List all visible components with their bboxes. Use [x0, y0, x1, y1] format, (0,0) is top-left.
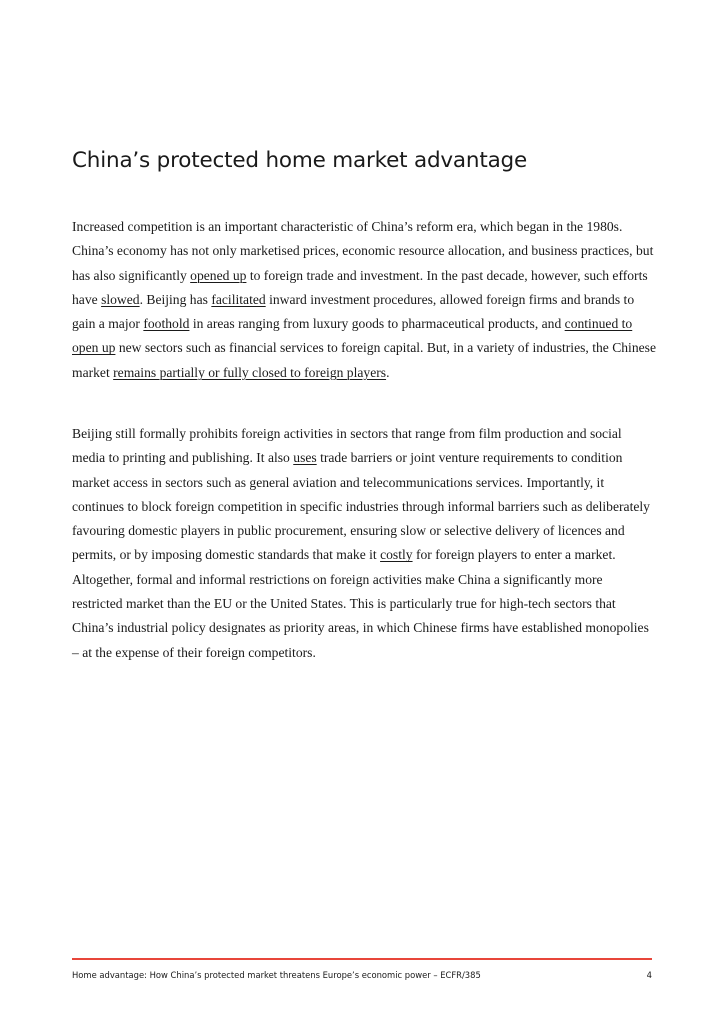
footer-divider — [72, 958, 652, 960]
paragraph-text: to foreign trade and investment. In the past decade, however, such efforts have — [72, 267, 648, 307]
link-continued-to-open-up[interactable]: continued to open up — [72, 316, 633, 356]
page-number: 4 — [646, 970, 652, 980]
paragraph-text: in areas ranging from luxury goods to pharmaceutical products, and — [189, 316, 565, 332]
paragraph-1 — [72, 215, 656, 385]
paragraph-2 — [72, 422, 656, 665]
link-uses[interactable]: uses — [293, 450, 317, 466]
link-slowed[interactable]: slowed — [101, 291, 140, 307]
link-facilitated[interactable]: facilitated — [211, 291, 266, 307]
footer-citation: Home advantage: How China’s protected market threatens Europe’s economic power – ECFR/385 — [72, 970, 481, 980]
link-remains-closed[interactable]: remains partially or fully closed to foreign players — [113, 364, 387, 380]
paragraph-text: new sectors such as financial services to foreign capital. But, in a variety of industries, the Chinese market — [72, 340, 656, 380]
link-opened-up[interactable]: opened up — [190, 267, 247, 283]
paragraph-text: inward investment procedures, allowed foreign firms and brands to gain a major — [72, 291, 635, 332]
paragraph-text: trade barriers or joint venture requirements to condition market access in sectors such as general aviation and telecommunications services. Importantly, it continues to block foreign competition in specific industries through informal barriers such as deliberately favouring domestic players in public procurement, ensuring slow or selective delivery of licences and permits, or by imposing domestic standards that make it — [72, 450, 650, 563]
paragraph-text: Increased competition is an important characteristic of China’s reform era, which began in the 1980s. China’s economy has not only marketised prices, economic resource allocation, and business practices, but has also significantly — [72, 219, 654, 283]
paragraph-text: . Beijing has — [139, 291, 212, 307]
paragraph-text: Beijing still formally prohibits foreign activities in sectors that range from film production and social media to printing and publishing. It also — [72, 426, 622, 466]
paragraph-text: . — [386, 364, 390, 380]
section-title: China’s protected home market advantage — [72, 148, 528, 173]
link-foothold[interactable]: foothold — [143, 316, 190, 332]
link-costly[interactable]: costly — [380, 547, 413, 563]
paragraph-text: for foreign players to enter a market. Altogether, formal and informal restrictions on foreign activities make China a significantly more restricted market than the EU or the United States. This is particularly true for high-tech sectors that China’s industrial policy designates as priority areas, in which Chinese firms have established monopolies – at the expense of their foreign competitors. — [72, 547, 649, 660]
